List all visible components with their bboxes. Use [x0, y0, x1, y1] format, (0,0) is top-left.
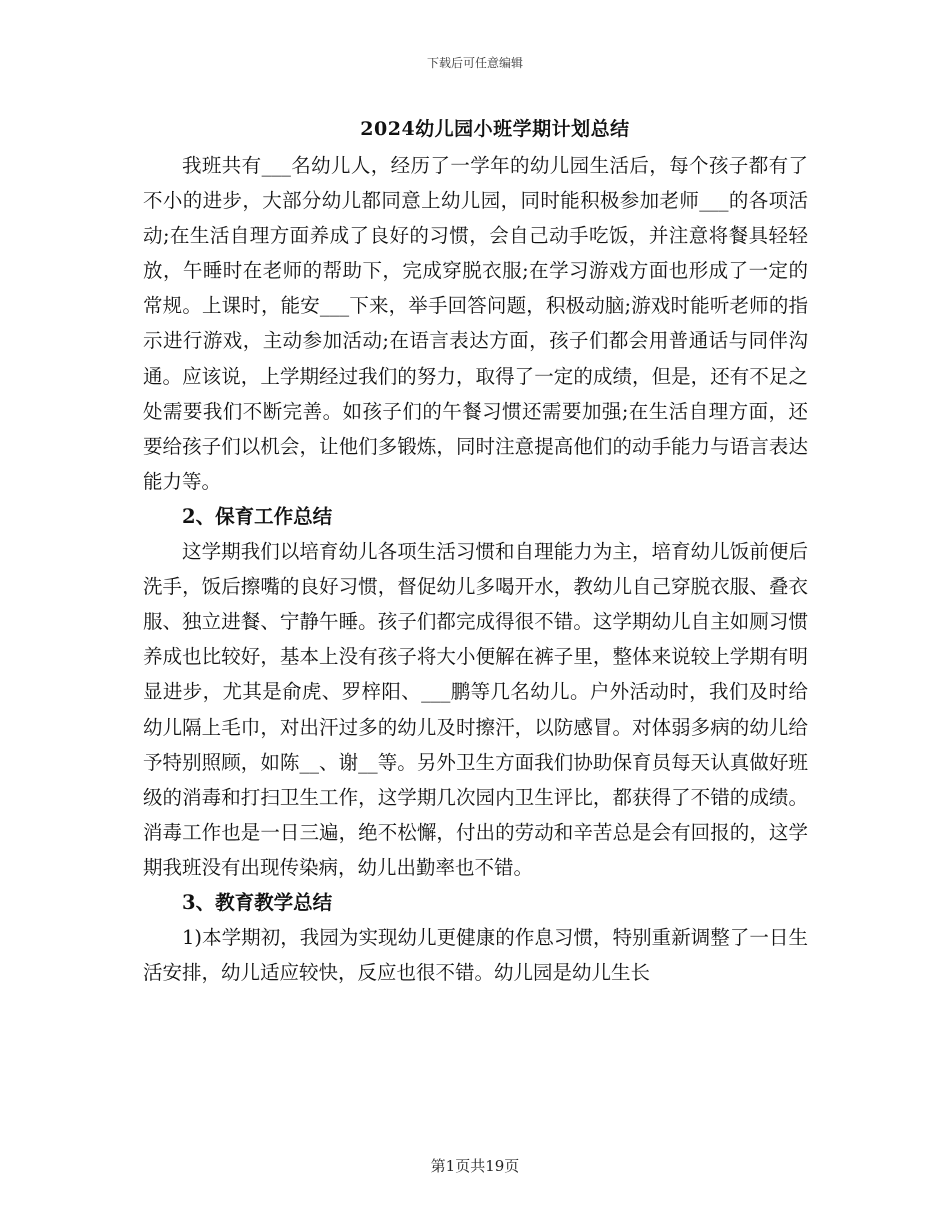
section-heading-teaching: 3、教育教学总结	[182, 890, 333, 914]
paragraph-intro: 我班共有___名幼儿人，经历了一学年的幼儿园生活后，每个孩子都有了不小的进步，大部分幼儿都同意上幼儿园，同时能积极参加老师___的各项活动;在生活自理方面养成了良好的习惯，会自己动手吃饭，并注意将餐具轻轻放，午睡时在老师的帮助下，完成穿脱衣服;在学习游戏方面也形成了一定的常规。上课时，能安___下来，举手回答问题，积极动脑;游戏时能听老师的指示进行游戏，主动参加活动;在语言表达方面，孩子们都会用普通话与同伴沟通。应该说，上学期经过我们的努力，取得了一定的成绩，但是，还有不足之处需要我们不断完善。如孩子们的午餐习惯还需要加强;在生活自理方面，还要给孩子们以机会，让他们多锻炼，同时注意提高他们的动手能力与语言表达能力等。	[143, 154, 808, 493]
paragraph-care-work: 这学期我们以培育幼儿各项生活习惯和自理能力为主，培育幼儿饭前便后洗手，饭后擦嘴的良好习惯，督促幼儿多喝开水，教幼儿自己穿脱衣服、叠衣服、独立进餐、宁静午睡。孩子们都完成得很不错。这学期幼儿自主如厕习惯养成也比较好，基本上没有孩子将大小便解在裤子里，整体来说较上学期有明显进步，尤其是俞虎、罗梓阳、___鹏等几名幼儿。户外活动时，我们及时给幼儿隔上毛巾，对出汗过多的幼儿及时擦汗，以防感冒。对体弱多病的幼儿给予特别照顾，如陈__、谢__等。另外卫生方面我们协助保育员每天认真做好班级的消毒和打扫卫生工作，这学期几次园内卫生评比，都获得了不错的成绩。消毒工作也是一日三遍，绝不松懈，付出的劳动和辛苦总是会有回报的，这学期我班没有出现传染病，幼儿出勤率也不错。	[143, 540, 808, 879]
document-body	[143, 148, 808, 990]
section-heading-care-work: 2、保育工作总结	[182, 504, 333, 528]
paragraph-teaching: 1)本学期初，我园为实现幼儿更健康的作息习惯，特别重新调整了一日生活安排，幼儿适应较快，反应也很不错。幼儿园是幼儿生长	[143, 926, 808, 985]
page-header-note: 下载后可任意编辑	[426, 56, 523, 70]
page-number-footer: 第1页共19页	[430, 1157, 520, 1175]
document-title: 2024幼儿园小班学期计划总结	[360, 118, 630, 140]
